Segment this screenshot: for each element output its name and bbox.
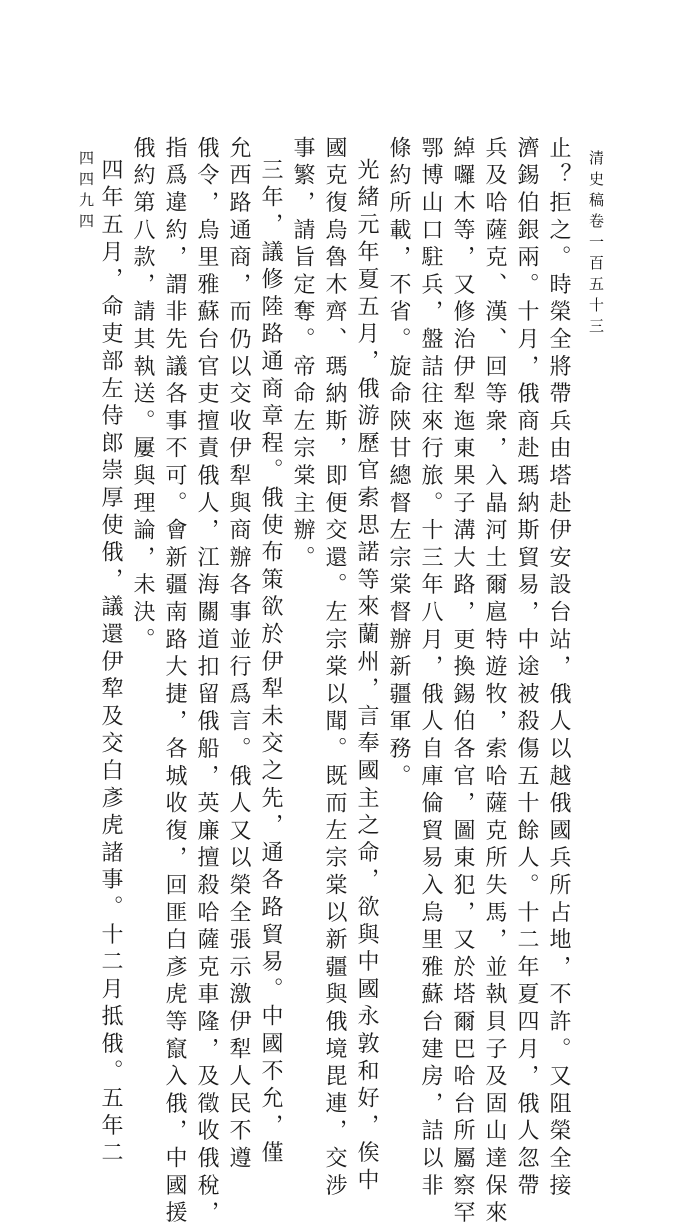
text-column: 允西路通商，而仍以交收伊犁與商辦各事並行爲言。俄人又以榮全張示激伊犁人民不遵: [226, 136, 251, 1174]
text-column: 濟錫伯銀兩。十月，俄商赴瑪納斯貿易，中途被殺傷五十餘人。十二年夏四月，俄人忽帶: [514, 136, 539, 1201]
text-column: 鄂博山口駐兵，盤詰往來行旅。十三年八月，俄人自庫倫貿易入烏里雅蘇台建房，詰以非: [418, 136, 443, 1201]
text-column: 俄令，烏里雅蘇台官吏擅責俄人，江海關道扣留俄船，英廉擅殺哈薩克車隆，及徵收俄稅，: [194, 136, 219, 1228]
text-column: 指爲違約，謂非先議各事不可。會新疆南路大捷，各城收復，回匪白彥虎等竄入俄，中國援: [162, 136, 187, 1228]
text-column: 光緒元年夏五月，俄游歷官索思諾等來蘭州，言奉國主之命，欲與中國永敦和好，俟中: [354, 158, 379, 1196]
text-column: 俄約第八款，請其執送。屢與理論，未決。: [130, 136, 155, 655]
running-title: 清史稿卷一百五十三: [587, 150, 605, 339]
text-column: 止？拒之。時榮全將帶兵由塔赴伊安設台站，俄人以越俄國兵所占地，不許。又阻榮全接: [546, 136, 571, 1201]
text-column: 兵及哈薩克、漢、回等衆，入晶河土爾扈特遊牧，索哈薩克所失馬，並執貝子及固山達保來: [482, 136, 507, 1228]
text-column: 國克復烏魯木齊、瑪納斯，即便交還。左宗棠以聞。既而左宗棠以新疆與俄境毘連，交涉: [322, 136, 347, 1201]
text-column: 三年，議修陸路通商章程。俄使布策欲於伊犁未交之先，通各路貿易。中國不允，僅: [258, 158, 283, 1169]
text-column: 四年五月，命吏部左侍郎崇厚使俄，議還伊犂及交白彥虎諸事。十二月抵俄。五年二: [98, 158, 123, 1169]
text-column: 事繁，請旨定奪。帝命左宗棠主辦。: [290, 136, 315, 573]
text-column: 條約所載，不省。旋命陝甘總督左宗棠督辦新疆軍務。: [386, 136, 411, 792]
page-number: 四四九四: [77, 150, 95, 234]
text-column: 綽囉木等，又修治伊犁迤東果子溝大路，更換錫伯各官，圖東犯，又於塔爾巴哈台所屬察罕: [450, 136, 475, 1228]
